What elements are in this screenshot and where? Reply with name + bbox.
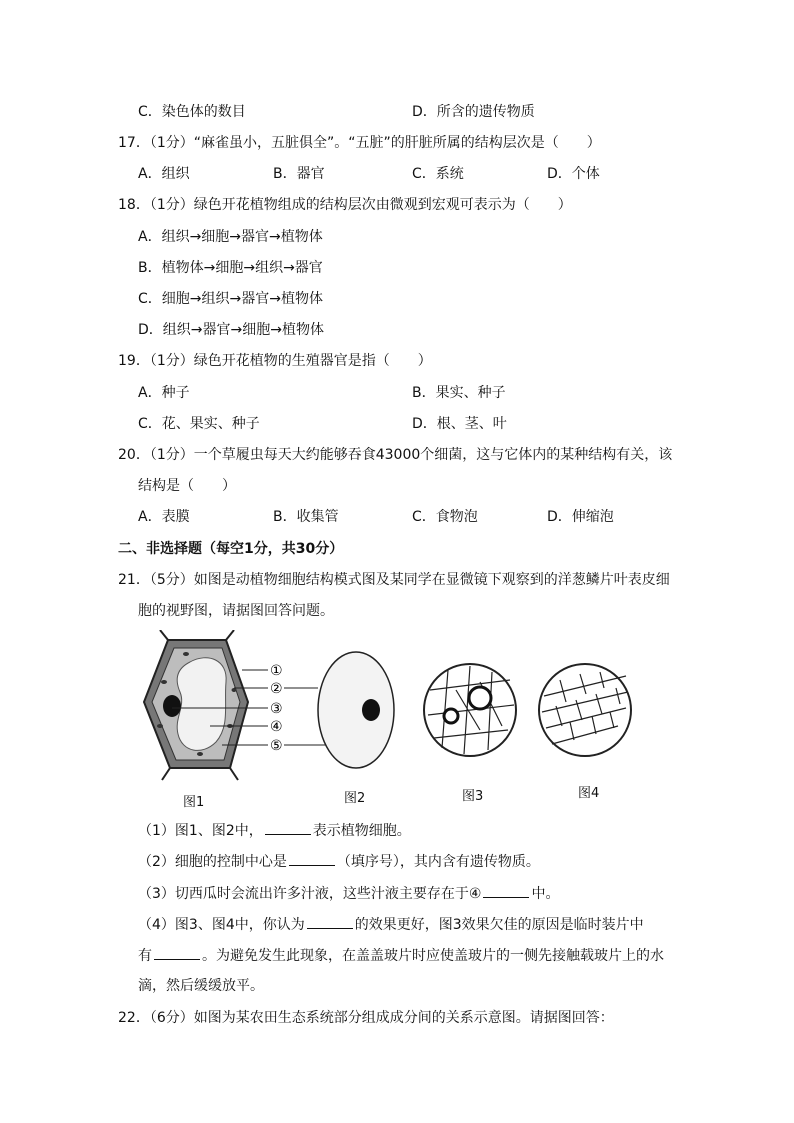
q21-sub2-text-a: （2）细胞的控制中心是 [138, 854, 287, 870]
q21-sub4-text-b: 的效果更好，图3效果欠佳的原因是临时装片中 [354, 917, 644, 933]
q20-stem-line1: 20．（1分）一个草履虫每天大约能够吞食43000个细菌，这与它体内的某种结构有关，该 [118, 447, 673, 463]
q18-option-b: B．植物体→细胞→组织→器官 [138, 260, 323, 276]
q19-stem: 19．（1分）绿色开花植物的生殖器官是指（ ） [118, 353, 432, 369]
q21-stem-line1: 21．（5分）如图是动植物细胞结构模式图及某同学在显微镜下观察到的洋葱鳞片叶表皮细 [118, 572, 670, 588]
q21-sub3-text-a: （3）切西瓜时会流出许多汁液，这些汁液主要存在于④ [138, 886, 482, 902]
label-1: ① [270, 663, 283, 679]
q19-option-b: B．果实、种子 [412, 385, 506, 401]
q21-sub3 [138, 883, 559, 904]
q17-option-b: B．器官 [273, 166, 325, 182]
figure-2-caption: 图2 [344, 791, 366, 806]
answer-blank-5[interactable] [154, 945, 200, 960]
q17-stem: 17．（1分）“麻雀虽小，五脏俱全”。“五脏”的肝脏所属的结构层次是（ ） [118, 135, 601, 151]
section-2-title: 二、非选择题（每空1分，共30分） [118, 541, 344, 557]
q21-sub2-text-b: （填序号），其内含有遗传物质。 [336, 854, 540, 870]
microscope-view-4 [539, 664, 631, 756]
label-2: ② [270, 681, 283, 697]
q21-sub4-line1 [138, 914, 644, 935]
figure-1-caption: 图1 [183, 795, 205, 810]
microscope-view-3 [424, 664, 516, 756]
q21-stem-line2: 胞的视野图，请据图回答问题。 [138, 603, 334, 619]
q20-option-c: C．食物泡 [412, 509, 478, 525]
q21-sub4-text-c: 有 [138, 948, 152, 964]
q21-sub4-text-d: 。为避免发生此现象，在盖盖玻片时应使盖玻片的一侧先接触载玻片上的水 [202, 948, 664, 964]
q21-sub3-text-b: 中。 [531, 886, 560, 902]
q21-sub2 [138, 851, 540, 872]
q19-option-d: D．根、茎、叶 [412, 416, 507, 432]
q20-option-b: B．收集管 [273, 509, 339, 525]
q16-option-d: D．所含的遗传物质 [412, 104, 535, 120]
q19-option-a: A．种子 [138, 385, 190, 401]
q18-option-d: D．组织→器官→细胞→植物体 [138, 322, 324, 338]
q21-sub4-line3: 滴，然后缓缓放平。 [138, 978, 264, 994]
q21-sub1-text-a: （1）图1、图2中， [138, 823, 263, 839]
cell-figures [130, 630, 650, 790]
q19-option-c: C．花、果实、种子 [138, 416, 260, 432]
q22-stem: 22．（6分）如图为某农田生态系统部分组成成分间的关系示意图。请据图回答： [118, 1010, 614, 1026]
q20-option-d: D．伸缩泡 [547, 509, 614, 525]
figure-4-caption: 图4 [578, 786, 600, 801]
answer-blank-2[interactable] [289, 851, 335, 866]
q17-option-d: D．个体 [547, 166, 600, 182]
q16-option-c: C．染色体的数目 [138, 104, 246, 120]
q21-sub1-text-b: 表示植物细胞。 [312, 823, 411, 839]
q17-option-c: C．系统 [412, 166, 464, 182]
q21-sub4-line2 [138, 945, 664, 966]
q18-stem: 18．（1分）绿色开花植物组成的结构层次由微观到宏观可表示为（ ） [118, 197, 572, 213]
label-3: ③ [270, 701, 283, 717]
answer-blank-4[interactable] [307, 914, 353, 929]
animal-cell-diagram [284, 652, 394, 768]
q18-option-c: C．细胞→组织→器官→植物体 [138, 291, 323, 307]
q17-option-a: A．组织 [138, 166, 190, 182]
q20-option-a: A．表膜 [138, 509, 190, 525]
plant-cell-diagram [144, 630, 283, 780]
answer-blank-3[interactable] [483, 883, 529, 898]
q20-stem-line2: 结构是（ ） [138, 478, 236, 494]
answer-blank-1[interactable] [265, 820, 311, 835]
label-5: ⑤ [270, 738, 283, 754]
q21-sub4-text-a: （4）图3、图4中，你认为 [138, 917, 305, 933]
q21-sub1 [138, 820, 411, 841]
label-4: ④ [270, 719, 283, 735]
q18-option-a: A．组织→细胞→器官→植物体 [138, 229, 323, 245]
figure-3-caption: 图3 [462, 789, 484, 804]
